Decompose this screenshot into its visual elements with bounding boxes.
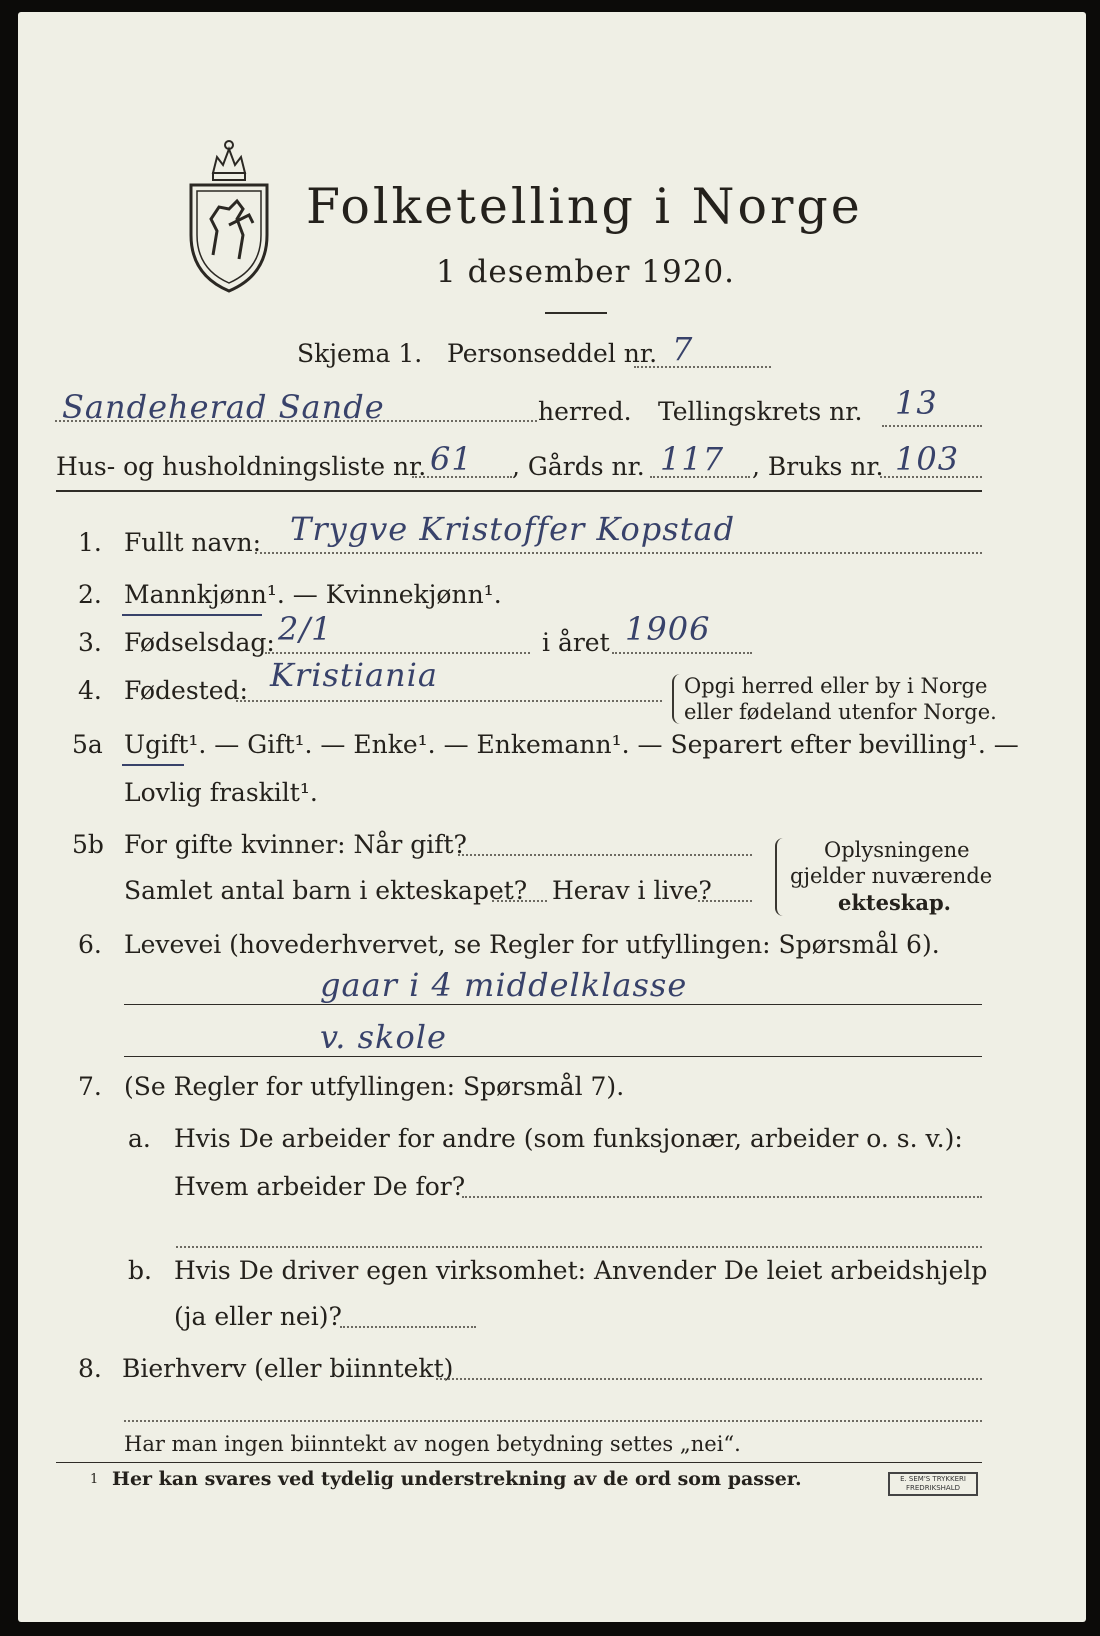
gards-line (650, 476, 750, 478)
hus-line (412, 476, 512, 478)
q2-number: 2. (78, 580, 102, 609)
full-name-line (255, 552, 982, 554)
q3-label: Fødselsdag: (124, 628, 275, 657)
gards-value[interactable]: 117 (660, 440, 725, 478)
side-income-line1 (436, 1378, 982, 1380)
herred-value[interactable]: Sandeherad Sande (62, 388, 385, 426)
side-income-note: Har man ingen biinntekt av nogen betydning settes „nei“. (124, 1432, 741, 1456)
personseddel-value[interactable]: 7 (672, 330, 694, 368)
personseddel-line (634, 366, 771, 368)
occupation-line1 (124, 1004, 982, 1005)
footnote-text: Her kan svares ved tydelig understrekning av de ord som passer. (112, 1468, 802, 1490)
marriage-note-line3: ekteskap. (838, 890, 951, 915)
side-income-line2 (124, 1420, 982, 1422)
hired-help-line (340, 1326, 476, 1328)
children-alive-label: Herav i live? (552, 876, 712, 905)
married-when-line (458, 854, 752, 856)
q6-number: 6. (78, 930, 102, 959)
marriage-note-brace (775, 838, 785, 916)
footnote-rule (56, 1462, 982, 1463)
birthday-value[interactable]: 2/1 (278, 610, 333, 648)
q5b-number: 5b (72, 830, 104, 859)
birth-year-line (612, 652, 752, 654)
hus-label: Hus- og husholdningsliste nr. (56, 452, 427, 481)
form-title: Folketelling i Norge (306, 178, 863, 235)
q7b-line1: Hvis De driver egen virksomhet: Anvender De leiet arbeidshjelp (174, 1256, 988, 1285)
schema-label: Skjema 1. (297, 339, 423, 368)
marital-status-options[interactable]: Ugift¹. — Gift¹. — Enke¹. — Enkemann¹. — Separert efter bevilling¹. — (124, 730, 1019, 759)
gards-label: , Gårds nr. (512, 452, 645, 481)
children-total-label: Samlet antal barn i ekteskapet? (124, 876, 528, 905)
q7b-line2: (ja eller nei)? (174, 1302, 342, 1331)
birthplace-value[interactable]: Kristiania (270, 656, 438, 694)
bruks-value[interactable]: 103 (895, 440, 960, 478)
full-name-value[interactable]: Trygve Kristoffer Kopstad (290, 510, 736, 548)
birthplace-note-brace (672, 674, 680, 724)
header-rule (56, 490, 982, 492)
q7a-letter: a. (128, 1124, 151, 1153)
children-total-line (492, 900, 547, 902)
q7-label: (Se Regler for utfyllingen: Spørsmål 7). (124, 1072, 625, 1101)
footnote-mark: 1 (90, 1472, 99, 1487)
printer-stamp-line2: FREDRIKSHALD (905, 1484, 960, 1492)
q7a-line2: Hvem arbeider De for? (174, 1172, 466, 1201)
q8-label: Bierhverv (eller biinntekt) (122, 1354, 454, 1383)
personseddel-label: Personseddel nr. (447, 339, 658, 368)
norwegian-coat-of-arms-icon (183, 135, 275, 295)
employer-line1 (462, 1196, 982, 1198)
tellingskrets-value[interactable]: 13 (895, 384, 938, 422)
q1-number: 1. (78, 528, 102, 557)
birthplace-note-line1: Opgi herred eller by i Norge (684, 674, 988, 698)
printer-stamp (888, 1472, 978, 1496)
birthplace-line (236, 700, 662, 702)
q7a-line1: Hvis De arbeider for andre (som funksjonær, arbeider o. s. v.): (174, 1124, 963, 1153)
q7-number: 7. (78, 1072, 102, 1101)
q7b-letter: b. (128, 1256, 152, 1285)
printer-stamp-line1: E. SEM'S TRYKKERI (900, 1475, 966, 1483)
tellingskrets-label: Tellingskrets nr. (658, 397, 863, 426)
q1-label: Fullt navn: (124, 528, 262, 557)
married-women-label: For gifte kvinner: Når gift? (124, 830, 467, 859)
birth-year-value[interactable]: 1906 (625, 610, 711, 648)
census-date: 1 desember 1920. (436, 254, 736, 290)
marriage-note-line1: Oplysningene (824, 838, 970, 862)
q3-number: 3. (78, 628, 102, 657)
occupation-value-line2[interactable]: v. skole (320, 1018, 447, 1056)
occupation-line2 (124, 1056, 982, 1057)
marriage-note-line2: gjelder nuværende (790, 864, 993, 888)
title-divider (545, 312, 607, 314)
birthday-line (265, 652, 530, 654)
q5a-number: 5a (72, 730, 103, 759)
bruks-line (880, 476, 982, 478)
occupation-value-line1[interactable]: gaar i 4 middelklasse (320, 966, 688, 1004)
herred-label: herred. (538, 397, 632, 426)
tellingskrets-line (882, 425, 982, 427)
hus-value[interactable]: 61 (430, 440, 473, 478)
gender-options[interactable]: Mannkjønn¹. — Kvinnekjønn¹. (124, 580, 502, 609)
children-alive-line (698, 900, 752, 902)
q8-number: 8. (78, 1354, 102, 1383)
employer-line2 (176, 1246, 982, 1248)
q4-label: Fødested: (124, 676, 248, 705)
gender-underline-mark (122, 614, 262, 616)
herred-line (55, 420, 537, 422)
year-label: i året (542, 628, 610, 657)
bruks-label: , Bruks nr. (752, 452, 884, 481)
birthplace-note-line2: eller fødeland utenfor Norge. (684, 700, 997, 724)
q6-label: Levevei (hovederhvervet, se Regler for utfyllingen: Spørsmål 6). (124, 930, 940, 959)
marital-underline-mark (122, 764, 184, 766)
q4-number: 4. (78, 676, 102, 705)
marital-status-options-line2[interactable]: Lovlig fraskilt¹. (124, 778, 318, 807)
